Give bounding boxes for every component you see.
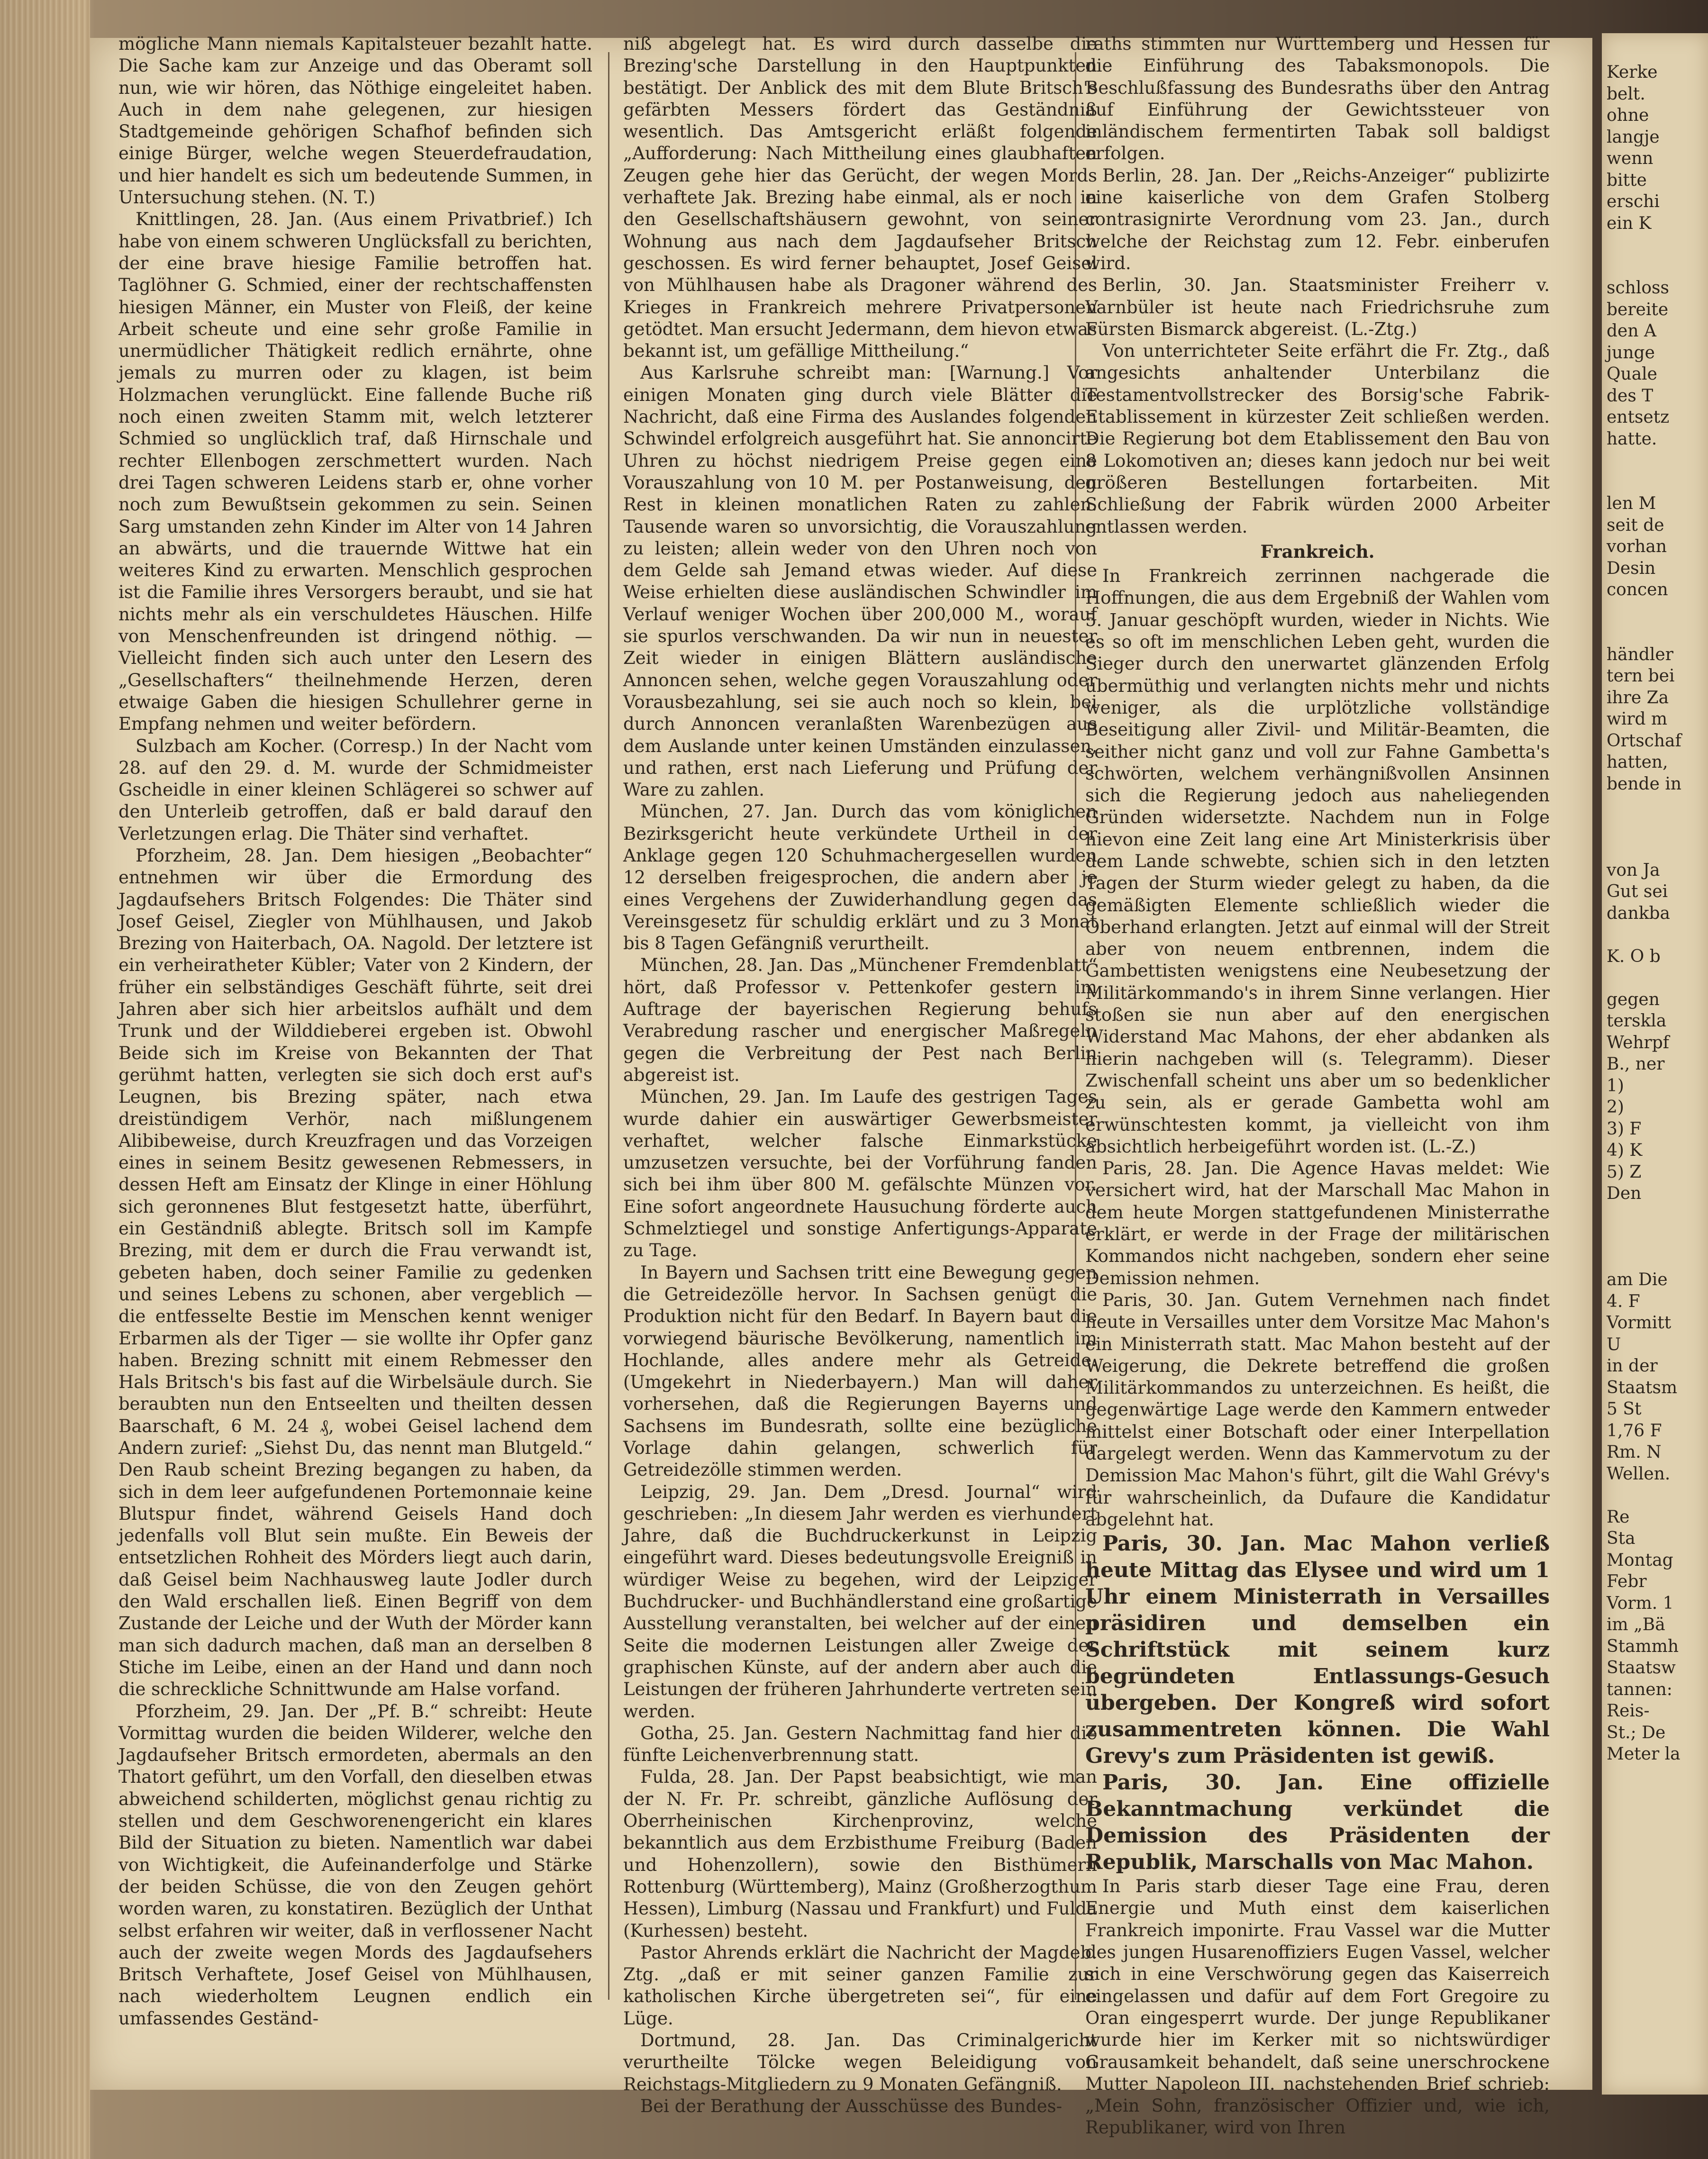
article-paragraph: Knittlingen, 28. Jan. (Aus einem Privatbrief.) Ich habe von einem schweren Unglücksfall zu berichten, der eine brave hiesige Familie betroffen hat. Taglöhner G. Schmied, einer der rechtschaffensten hiesigen Männer, ein Muster von Fleiß, der keine Arbeit scheute und eine sehr große Familie in unermüdlicher Thätigkeit redlich ernährte, ohne jemals zu murren oder zu klagen, ist beim Holzmachen verunglückt. Eine fallende Buche riß noch einen zweiten Stamm mit, welch letzterer Schmied so unglücklich traf, daß Hirnschale und rechter Ellenbogen zerschmettert wurden. Nach drei Tagen schweren Leidens starb er, ohne vorher noch zum Bewußtsein gekommen zu sein. Seinen Sarg umstanden zehn Kinder im Alter von 14 Jahren an abwärts, und die trauernde Wittwe hat ein weiteres Kind zu erwarten. Menschlich gesprochen ist die Familie ihres Versorgers beraubt, und sie hat nichts mehr als ein verschuldetes Häuschen. Hilfe von Menschenfreunden ist dringend nöthig. — Vielleicht finden sich auch unter den Lesern des „Gesellschafters“ theilnehmende Herzen, deren etwaige Gaben die hiesigen Schullehrer gerne in Empfang nehmen und weiter befördern. — [118, 209, 592, 735]
article-paragraph: Bei der Berathung der Ausschüsse des Bundes- — [640, 2096, 1063, 2116]
article-paragraph: Sulzbach am Kocher. (Corresp.) In der Nacht vom 28. auf den 29. d. M. wurde der Schmidmeister Gscheidle in einer kleinen Schlägerei so schwer auf den Unterleib getroffen, daß er bald darauf den Verletzungen erlag. Die Thäter sind verhaftet. — [118, 735, 592, 844]
article-paragraph: Fulda, 28. Jan. Der Papst beabsichtigt, wie man der N. Fr. Pr. schreibt, gänzliche Auflösung der Oberrheinischen Kirchenprovinz, welche bekanntlich aus dem Erzbisthume Freiburg (Baden und Hohenzollern), sowie den Bisthümern Rottenburg (Württemberg), Mainz (Großherzogthum Hessen), Limburg (Nassau und Frankfurt) und Fulda (Kurhessen) besteht. — [623, 1767, 1097, 1941]
article-paragraph: Gotha, 25. Jan. Gestern Nachmittag fand hier die fünfte Leichenverbrennung statt. — [623, 1723, 1097, 1766]
article-paragraph: München, 29. Jan. Im Laufe des gestrigen Tages wurde dahier ein auswärtiger Gewerbsmeister verhaftet, welcher falsche Einmarkstücke umzusetzen versuchte, bei der Vorführung fanden sich bei ihm über 800 M. gefälschte Münzen vor. Eine sofort angeordnete Hausuchung förderte auch Schmelztiegel und sonstige Anfertigungs-Apparate zu Tage. — [623, 1087, 1097, 1261]
article-paragraph: Pforzheim, 29. Jan. Der „Pf. B.“ schreibt: Heute Vormittag wurden die beiden Wilderer, welche den Jagdaufseher Britsch ermordeten, abermals an den Thatort geführt, um den Vorfall, den dieselben etwas abweichend schilderten, möglichst genau richtig zu stellen und dem Geschworenengericht ein klares Bild der Situation zu bieten. Namentlich war dabei von Wichtigkeit, die Aufeinanderfolge und Stärke der beiden Schüsse, die von den Zeugen gehört worden waren, zu konstatiren. Bezüglich der Unthat selbst erfahren wir weiter, daß in verflossener Nacht auch der zweite wegen Mords des Jagdaufsehers Britsch Verhaftete, Josef Geisel von Mühlhausen, nach wiederholtem Leugnen endlich ein umfassendes Geständ- — [118, 1701, 592, 2029]
book-binding-edge — [0, 0, 90, 2159]
article-paragraph: Berlin, 30. Jan. Staatsminister Freiherr v. Varnbüler ist heute nach Friedrichsruhe zum Fürsten Bismarck abgereist. (L.-Ztg.) — [1085, 275, 1550, 339]
article-paragraph: Von unterrichteter Seite erfährt die Fr. Ztg., daß angesichts anhaltender Unterbilanz die Testamentvollstrecker des Borsig'sche Fabrik-Etablissement in kürzester Zeit schließen werden. Die Regierung bot dem Etablissement den Bau von 8 Lokomotiven an; dieses kann jedoch nur bei weit größeren Bestellungen fortarbeiten. Mit Schließung der Fabrik würden 2000 Arbeiter entlassen werden. — [1085, 341, 1550, 537]
text-column-3 — [1085, 33, 1550, 2138]
adjacent-page-text: Kerke belt. ohne langje wenn bitte erschi ein K schloss bereite den A junge Quale des T entsetz hatte. len M seit de vorhan Desin concen händler tern bei ihre Za wird m Ortschaf hatten, bende in von Ja Gut sei dankba K. O b gegen terskla Wehrpf B., ner 1) 2) 3) F 4) K 5) Z Den am Die 4. F Vormitt U in der Staatsm 5 St 1,76 F Rm. N Wellen. Re Sta Montag Febr Vorm. 1 im „Bä Stammh Staatsw tannen: Reis- St.; De Meter la — [1607, 63, 1682, 1764]
article-paragraph: München, 28. Jan. Das „Münchener Fremdenblatt“ hört, daß Professor v. Pettenkofer gestern im Auftrage der bayerischen Regierung behufs Verabredung rascher und energischer Maßregeln gegen die Verbreitung der Pest nach Berlin abgereist ist. — [623, 955, 1097, 1085]
article-paragraph: mögliche Mann niemals Kapitalsteuer bezahlt hatte. Die Sache kam zur Anzeige und das Oberamt soll nun, wie wir hören, das Nöthige eingeleitet haben. Auch in dem nahe gelegenen, zur hiesigen Stadtgemeinde gehörigen Schafhof befinden sich einige Bürger, welche wegen Steuerdefraudation, und hier handelt es sich um bedeutende Summen, in Untersuchung stehen. (N. T.) — [118, 34, 592, 208]
telegram-paragraph: Paris, 30. Jan. Mac Mahon verließ heute Mittag das Elysee und wird um 1 Uhr einem Ministerrath in Versailles präsidiren und demselben ein Schriftstück mit seinem kurz begründeten Entlassungs-Gesuch übergeben. Der Kongreß wird sofort zusammentreten können. Die Wahl Grevy's zum Präsidenten ist gewiß. — [1085, 1532, 1550, 1769]
article-paragraph: Aus Karlsruhe schreibt man: [Warnung.] Vor einigen Monaten ging durch viele Blätter die Nachricht, daß eine Firma des Auslandes folgenden Schwindel erfolgreich ausgeführt hat. Sie annoncirte Uhren zu höchst niedrigem Preise gegen eine Vorauszahlung von 10 M. per Postanweisung, den Rest in kleinen monatlichen Raten zu zahlen. Tausende waren so unvorsichtig, die Vorauszahlung zu leisten; allein weder von den Uhren noch von dem Gelde sah Jemand etwas wieder. Auf diese Weise erhielten diese ausländischen Schwindler im Verlauf weniger Wochen über 200,000 M., worauf sie spurlos verschwanden. Da wir nun in neuester Zeit wieder in einigen Blättern ausländische Annoncen sehen, welche gegen Vorauszahlung oder Vorausbezahlung, sei sie auch noch so klein, bei durch Annoncen veranlaßten Warenbezügen aus dem Auslande unter keinen Umständen einzulassen, und rathen, erst nach Lieferung und Prüfung der Ware zu zahlen. — [623, 363, 1097, 800]
article-paragraph: Pastor Ahrends erklärt die Nachricht der Magdeb. Ztg. „daß er mit seiner ganzen Familie zur katholischen Kirche übergetreten sei“, für eine Lüge. — [623, 1942, 1097, 2029]
telegram-paragraph: Paris, 30. Jan. Eine offizielle Bekanntmachung verkündet die Demission des Präsidenten der Republik, Marschalls von Mac Mahon. — [1085, 1770, 1550, 1875]
text-column-2 — [623, 33, 1097, 2116]
article-paragraph: München, 27. Jan. Durch das vom königlichen Bezirksgericht heute verkündete Urtheil in der Anklage gegen 120 Schuhmachergesellen wurden 12 derselben freigesprochen, die andern aber je eines Vergehens der Zuwiderhandlung gegen das Vereinsgesetz für schuldig erklärt und zu 3 Monat bis 8 Tagen Gefängniß verurtheilt. — [623, 801, 1097, 954]
article-paragraph: In Bayern und Sachsen tritt eine Bewegung gegen die Getreidezölle hervor. In Sachsen genügt die Produktion nicht für den Bedarf. In Bayern baut die vorwiegend bäurische Bevölkerung, namentlich im Hochlande, alles andere mehr als Getreide. (Umgekehrt in Niederbayern.) Man will daher vorhersehen, daß die Regierungen Bayerns und Sachsens im Bundesrath, sollte eine bezügliche Vorlage dahin gelangen, schwerlich für Getreidezölle stimmen werden. — [623, 1262, 1097, 1480]
article-paragraph: Paris, 28. Jan. Die Agence Havas meldet: Wie versichert wird, hat der Marschall Mac Mahon in dem heute Morgen stattgefundenen Ministerrathe erklärt, er werde in der Frage der militärischen Kommandos nicht nachgeben, sondern eher seine Demission nehmen. — [1085, 1158, 1550, 1288]
article-paragraph: Leipzig, 29. Jan. Dem „Dresd. Journal“ wird geschrieben: „In diesem Jahr werden es vierhundert Jahre, daß die Buchdruckerkunst in Leipzig eingeführt ward. Dieses bedeutungsvolle Ereigniß in würdiger Weise zu begehen, wird der Leipziger Buchdrucker- und Buchhändlerstand eine großartige Ausstellung veranstalten, bei welcher auf der einen Seite die modernen Leistungen aller Zweige der graphischen Künste, auf der andern aber auch die Leistungen der früheren Jahrhunderte vertreten sein werden. — [623, 1481, 1097, 1722]
article-paragraph: Dortmund, 28. Jan. Das Criminalgericht verurtheilte Tölcke wegen Beleidigung von Reichstags-Mitgliedern zu 9 Monaten Gefängniß. — [623, 2030, 1097, 2095]
section-heading: Frankreich. — [1260, 541, 1375, 562]
article-paragraph: In Paris starb dieser Tage eine Frau, deren Energie und Muth einst dem kaiserlichen Frankreich imponirte. Frau Vassel war die Mutter des jungen Husarenoffiziers Eugen Vassel, welcher sich in eine Verschwörung gegen das Kaiserreich eingelassen und dafür auf dem Fort Gregoire zu Oran eingesperrt wurde. Der junge Republikaner wurde hier im Kerker mit so nichtswürdiger Grausamkeit behandelt, daß seine unerschrockene Mutter Napoleon III. nachstehenden Brief schrieb: „Mein Sohn, französischer Offizier und, wie ich, Republikaner, wird von Ihren — [1085, 1876, 1550, 2138]
text-column-1 — [118, 33, 592, 2029]
article-paragraph: raths stimmten nur Württemberg und Hessen für die Einführung des Tabaksmonopols. Die Beschlußfassung des Bundesraths über den Antrag auf Einführung der Gewichtssteuer von inländischem fermentirten Tabak soll baldigst erfolgen. — [1085, 34, 1550, 164]
article-paragraph: niß abgelegt hat. Es wird durch dasselbe die Brezing'sche Darstellung in den Hauptpunkten bestätigt. Der Anblick des mit dem Blute Britsch's gefärbten Messers fördert das Geständniß wesentlich. Das Amtsgericht erläßt folgende „Aufforderung: Nach Mittheilung eines glaubhaften Zeugen gehe hier das Gerücht, der wegen Mords verhaftete Jak. Brezing habe einmal, als er noch in den Gesellschaftshäusern gewohnt, von seiner Wohnung aus nach dem Jagdaufseher Britsch geschossen. Es wird ferner behauptet, Josef Geisel von Mühlhausen habe als Dragoner während des Krieges in Frankreich mehrere Privatpersonen getödtet. Man ersucht Jedermann, dem hievon etwas bekannt ist, um gefällige Mittheilung.“ — [623, 34, 1097, 362]
article-paragraph: In Frankreich zerrinnen nachgerade die Hoffnungen, die aus dem Ergebniß der Wahlen vom 5. Januar geschöpft wurden, wieder in Nichts. Wie es so oft im menschlichen Leben geht, wurden die Sieger durch den unerwartet glänzenden Erfolg übermüthig und verlangten nichts mehr und nichts weniger, als die urplötzliche vollständige Beseitigung aller Zivil- und Militär-Beamten, die seither nicht ganz und voll zur Fahne Gambetta's schwörten, welchem verhängnißvollen Ansinnen sich die Regierung jedoch aus naheliegenden Gründen widersetzte. Nachdem nun in Folge hievon eine Zeit lang eine Art Ministerkrisis über dem Lande schwebte, schien sich in den letzten Tagen der Sturm wieder gelegt zu haben, da die gemäßigten Elemente schließlich wieder die Oberhand erlangten. Jetzt auf einmal will der Streit aber von neuem entbrennen, indem die Gambettisten wenigstens eine Neubesetzung der Militärkommando's in ihrem Sinne verlangen. Hier stoßen sie nun aber auf den energischen Widerstand Mac Mahons, der eher abdanken als hierin nachgeben will (s. Telegramm). Dieser Zwischenfall scheint uns aber um so bedenklicher zu sein, als er gerade Gambetta wohl am erwünschtesten kommt, ja vielleicht von ihm absichtlich herbeigeführt worden ist. (L.-Z.) — [1085, 566, 1550, 1157]
adjacent-page-edge — [1602, 33, 1708, 2095]
article-paragraph: Paris, 30. Jan. Gutem Vernehmen nach findet heute in Versailles unter dem Vorsitze Mac Mahon's ein Ministerrath statt. Mac Mahon besteht auf der Weigerung, die Dekrete betreffend die großen Militärkommandos zu unterzeichnen. Es heißt, die gegenwärtige Lage werde den Kammern entweder mittelst einer Botschaft oder einer Interpellation dargelegt werden. Wenn das Kammervotum zu der Demission Mac Mahon's führt, gilt die Wahl Grévy's für wahrscheinlich, da Dufaure die Kandidatur abgelehnt hat. — [1085, 1289, 1550, 1530]
article-paragraph: Pforzheim, 28. Jan. Dem hiesigen „Beobachter“ entnehmen wir über die Ermordung des Jagdaufsehers Britsch Folgendes: Die Thäter sind Josef Geisel, Ziegler von Mühlhausen, und Jakob Brezing von Haiterbach, OA. Nagold. Der letztere ist ein verheiratheter Kübler; Vater von 2 Kindern, der früher ein selbständiges Geschäft führte, seit drei Jahren aber sich hier arbeitslos aufhält und dem Trunk und der Wilddieberei ergeben ist. Obwohl Beide sich im Kreise von Bekannten der That gerühmt hatten, verlegten sie sich doch erst auf's Leugnen, bis Brezing später, nach etwa dreistündigem Verhör, nach mißlungenem Alibibeweise, durch Kreuzfragen und das Vorzeigen eines in seinem Besitz gewesenen Rebmessers, in dessen Heft am Einsatz der Klinge in einer Höhlung sich geronnenes Blut festgesetzt hatte, überführt, ein Geständniß ablegte. Britsch soll im Kampfe Brezing, mit dem er durch die Frau verwandt ist, gebeten haben, doch seiner Familie zu gedenken und seines Lebens zu schonen, aber vergeblich — die entfesselte Bestie im Menschen kennt weniger Erbarmen als der Tiger — sie wollte ihr Opfer ganz haben. Brezing schnitt mit einem Rebmesser den Hals Britsch's bis fast auf die Wirbelsäule durch. Sie beraubten nun den Entseelten und theilten dessen Baarschaft, 6 M. 24 ₰, wobei Geisel lachend dem Andern zurief: „Siehst Du, das nennt man Blutgeld.“ Den Raub scheint Brezing begangen zu haben, da sich in dem leer aufgefundenen Portemonnaie keine Blutspur findet, während Geisels Hand doch jedenfalls voll Blut sein mußte. Ein Beweis der entsetzlichen Rohheit des Mörders liegt auch darin, daß Geisel beim Nachhausweg laute Jodler durch den Wald erschallen ließ. Einen Begriff von dem Zustande der Leiche und der Wuth der Mörder kann man sich dadurch machen, daß man an derselben 8 Stiche im Leibe, einen an der Hand und dann noch die schreckliche Schnittwunde am Halse vorfand. — [118, 845, 592, 1700]
article-paragraph: Berlin, 28. Jan. Der „Reichs-Anzeiger“ publizirte eine kaiserliche von dem Grafen Stolberg contrasignirte Verordnung vom 23. Jan., durch welche der Reichstag zum 12. Febr. einberufen wird. — [1085, 165, 1550, 273]
column-rule — [608, 52, 609, 2000]
